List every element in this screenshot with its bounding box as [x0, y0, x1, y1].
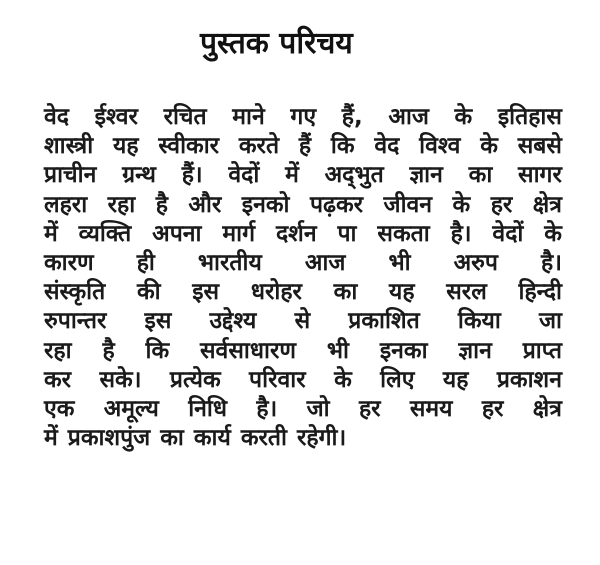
- text-line: [44, 220, 562, 249]
- word: प्रत्येक: [169, 366, 221, 393]
- word: रहेगी।: [296, 425, 347, 452]
- word: का: [160, 425, 184, 452]
- word: उद्देश्य: [209, 308, 257, 335]
- word: स्वीकार: [158, 133, 220, 160]
- word: की: [136, 279, 161, 306]
- word: शास्त्री: [44, 133, 94, 160]
- word: से: [294, 308, 311, 335]
- word: वेदों: [228, 162, 260, 189]
- word: के: [334, 366, 352, 393]
- word: ही: [136, 249, 155, 276]
- word: लहरा: [44, 191, 88, 218]
- word: के: [480, 133, 498, 160]
- word: हैं: [298, 133, 312, 160]
- word: ज्ञान: [409, 162, 443, 189]
- word: विश्व: [419, 133, 461, 160]
- word: पा: [337, 220, 357, 247]
- word: हर: [490, 191, 513, 218]
- body-paragraph: [44, 103, 562, 453]
- word: है: [102, 337, 115, 364]
- word: भी: [326, 337, 349, 364]
- word: रहा: [44, 337, 72, 364]
- word: अमूल्य: [103, 395, 159, 422]
- text-line: [44, 395, 562, 424]
- word: करते: [238, 133, 280, 160]
- word: इनको: [241, 191, 290, 218]
- word: प्रकाशपुंज: [67, 425, 151, 452]
- word: जो: [306, 395, 330, 422]
- word: के: [544, 220, 562, 247]
- page-title: पुस्तक परिचय: [200, 26, 353, 61]
- word: आज: [388, 104, 429, 130]
- word: ईश्वर: [94, 104, 138, 130]
- word: इस: [144, 308, 172, 335]
- word: हर: [358, 395, 381, 422]
- word: का: [468, 162, 493, 189]
- word: जीवन: [383, 191, 433, 218]
- text-line: [44, 424, 562, 453]
- word: में: [44, 425, 58, 452]
- word: जा: [538, 308, 562, 335]
- word: दर्शन: [275, 220, 317, 247]
- text-line: [44, 161, 562, 190]
- text-line: [44, 278, 562, 307]
- word: हिन्दी: [518, 279, 562, 306]
- text-line: [44, 132, 562, 161]
- word: है।: [541, 249, 562, 276]
- word: संस्कृति: [44, 279, 106, 306]
- word: व्यक्ति: [78, 220, 132, 247]
- word: सके।: [99, 366, 142, 393]
- word: लिए: [380, 366, 415, 393]
- word: अपना: [152, 220, 202, 247]
- text-line: [44, 191, 562, 220]
- word: ग्रन्थ: [122, 162, 156, 189]
- word: धरोहर: [250, 279, 302, 306]
- word: हैं,: [341, 104, 363, 130]
- word: सरल: [446, 279, 487, 306]
- word: अरुप: [453, 249, 498, 276]
- word: वेद: [44, 104, 70, 130]
- word: कि: [330, 133, 355, 160]
- word: वेद: [374, 133, 400, 160]
- word: हैं।: [181, 162, 203, 189]
- text-line: [44, 307, 562, 336]
- word: भारतीय: [197, 249, 262, 276]
- word: हर: [481, 395, 504, 422]
- word: रचित: [163, 104, 207, 130]
- word: यह: [442, 366, 469, 393]
- word: रहा: [107, 191, 136, 218]
- word: माने: [232, 104, 265, 130]
- word: प्रकाशित: [348, 308, 420, 335]
- word: रुपान्तर: [44, 308, 107, 335]
- word: क्षेत्र: [532, 395, 562, 422]
- word: के: [452, 191, 471, 218]
- word: समय: [409, 395, 453, 422]
- word: भी: [388, 249, 411, 276]
- word: पढ़कर: [309, 191, 364, 218]
- word: कर: [44, 366, 72, 393]
- word: निधि: [188, 395, 228, 422]
- word: प्रकाशन: [496, 366, 562, 393]
- word: परिवार: [249, 366, 306, 393]
- word: मार्ग: [222, 220, 256, 247]
- word: सर्वसाधारण: [200, 337, 296, 364]
- word: इस: [192, 279, 220, 306]
- word: अद्‌भुत: [324, 162, 384, 189]
- word: है।: [256, 395, 278, 422]
- word: सागर: [518, 162, 562, 189]
- word: करती: [240, 425, 287, 452]
- word: का: [333, 279, 358, 306]
- word: आज: [304, 249, 346, 276]
- word: और: [188, 191, 222, 218]
- word: प्राप्त: [522, 337, 562, 364]
- word: प्राचीन: [44, 162, 97, 189]
- word: सबसे: [517, 133, 562, 160]
- word: यह: [113, 133, 139, 160]
- word: सकता: [377, 220, 430, 247]
- word: वेदों: [492, 220, 524, 247]
- word: इतिहास: [497, 104, 562, 130]
- word: क्षेत्र: [532, 191, 562, 218]
- word: कारण: [44, 249, 94, 276]
- word: में: [44, 220, 58, 247]
- word: है।: [450, 220, 472, 247]
- text-line: [44, 337, 562, 366]
- word: कि: [145, 337, 170, 364]
- word: एक: [44, 395, 75, 422]
- word: यह: [388, 279, 415, 306]
- text-line: [44, 366, 562, 395]
- word: के: [454, 104, 473, 130]
- text-line: [44, 103, 562, 132]
- word: ज्ञान: [458, 337, 492, 364]
- word: है: [155, 191, 168, 218]
- word: गए: [290, 104, 317, 130]
- word: में: [285, 162, 299, 189]
- word: इनका: [379, 337, 428, 364]
- word: किया: [457, 308, 501, 335]
- word: कार्य: [193, 425, 231, 452]
- text-line: [44, 249, 562, 278]
